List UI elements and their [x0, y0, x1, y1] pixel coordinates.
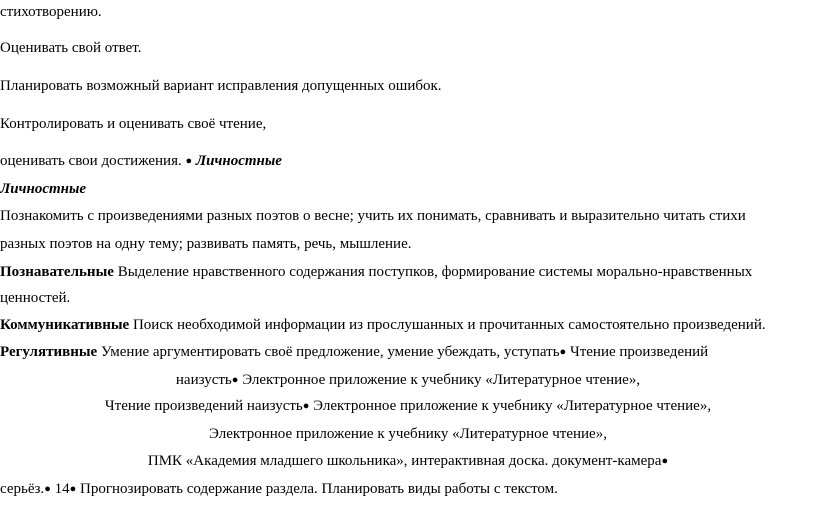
text-line	[0, 315, 766, 335]
text: Планировать возможный вариант исправления допущенных ошибок.	[0, 78, 442, 94]
bullet-icon: ●	[231, 374, 239, 386]
section-heading: Коммуникативные	[0, 317, 130, 333]
text: Электронное приложение к учебнику «Литературное чтение»,	[313, 398, 712, 414]
text: 14	[54, 481, 70, 497]
text-line	[0, 38, 141, 58]
text: Оценивать свой ответ.	[0, 40, 142, 56]
section-heading: Регулятивные	[0, 344, 98, 360]
text-line	[0, 76, 442, 96]
text: Чтение произведений наизусть	[104, 398, 303, 414]
text: Умение аргументировать своё предложение, умение убеждать, уступать	[100, 344, 560, 360]
text: наизусть	[175, 372, 232, 388]
text: Прогнозировать содержание раздела. Планировать виды работы с текстом.	[80, 481, 558, 497]
text-line	[0, 114, 266, 134]
text-line	[0, 151, 282, 172]
text-line	[0, 370, 816, 391]
bullet-icon: ●	[559, 346, 567, 358]
text-line	[0, 288, 70, 308]
text: Поиск необходимой информации из прослушанных и прочитанных самостоятельно произведений.	[132, 317, 766, 333]
text: ПМК «Академия младшего школьника», интерактивная доска. документ-камера	[147, 453, 662, 469]
text-line	[0, 206, 746, 226]
text: разных поэтов на одну тему; развивать память, речь, мышление.	[0, 236, 412, 252]
text: Познакомить с произведениями разных поэтов о весне; учить их понимать, сравнивать и выразительно читать стихи	[0, 208, 746, 224]
text-line	[0, 396, 816, 417]
section-heading: Познавательные	[0, 264, 114, 280]
text: ценностей.	[0, 290, 71, 306]
text-line	[0, 342, 708, 363]
text: стихотворению.	[0, 4, 102, 20]
text-line	[0, 179, 86, 199]
bullet-icon: ●	[185, 155, 193, 167]
text: Электронное приложение к учебнику «Литературное чтение»,	[209, 426, 607, 442]
section-heading: Личностные	[0, 181, 87, 197]
text-line	[0, 234, 411, 254]
text: оценивать свои достижения.	[0, 153, 182, 169]
text: Выделение нравственного содержания поступков, формирование системы морально-нравственных	[117, 264, 753, 280]
text: Чтение произведений	[569, 344, 709, 360]
text: Электронное приложение к учебнику «Литературное чтение»,	[242, 372, 641, 388]
text-line	[0, 479, 558, 500]
text-line	[0, 2, 102, 22]
section-heading: Личностные	[195, 153, 282, 169]
bullet-icon: ●	[69, 483, 77, 495]
bullet-icon: ●	[302, 400, 310, 412]
text-line	[0, 451, 816, 472]
text: Контролировать и оценивать своё чтение,	[0, 116, 267, 132]
text-line	[0, 262, 752, 282]
text-line	[0, 424, 816, 444]
bullet-icon: ●	[661, 455, 669, 467]
bullet-icon: ●	[44, 483, 51, 495]
text: серьёз.	[0, 481, 45, 497]
